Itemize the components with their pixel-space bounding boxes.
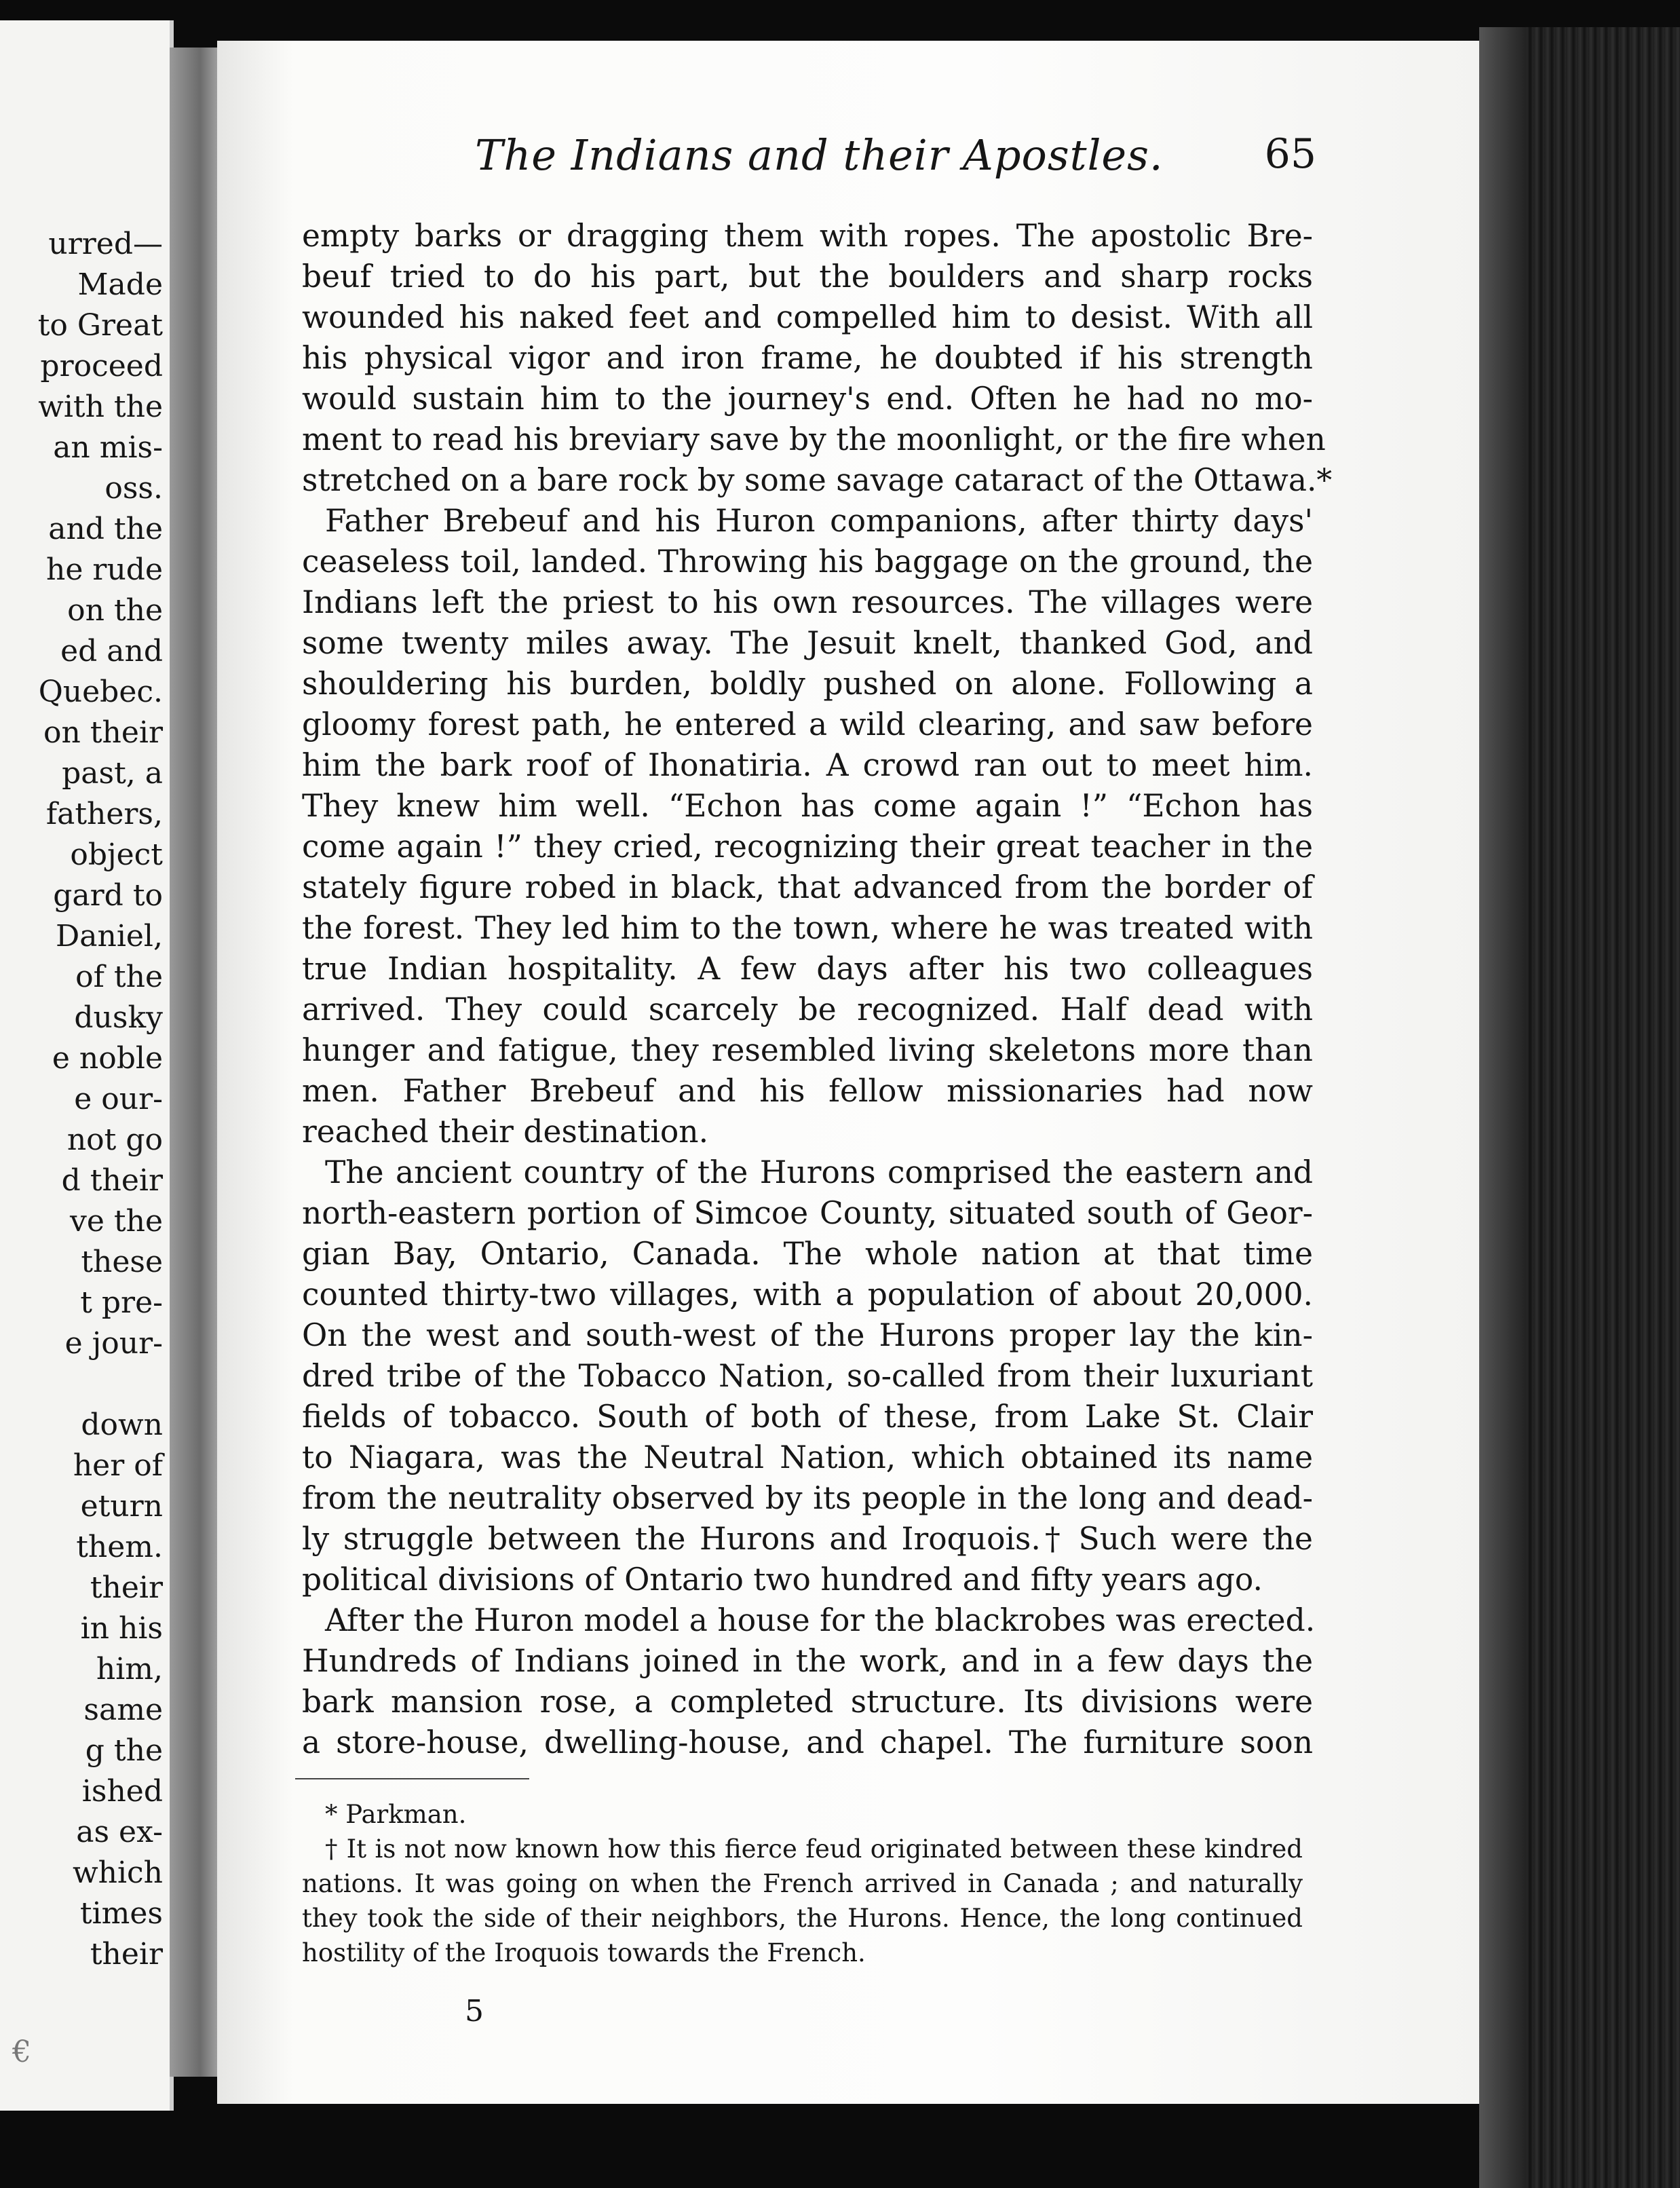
- left-page-line: of the: [75, 960, 163, 994]
- footnote-rule: [295, 1778, 529, 1779]
- running-head: [475, 130, 1316, 185]
- left-page-line: on the: [67, 593, 163, 628]
- body-line: ly struggle between the Hurons and Iroquois.† Such were the: [302, 1521, 1313, 1557]
- body-line: the forest. They led him to the town, where he was treated with: [302, 910, 1313, 946]
- left-page-line: dusky: [74, 1000, 163, 1035]
- body-line: true Indian hospitality. A few days after his two colleagues: [302, 951, 1313, 987]
- left-facing-page: [0, 20, 174, 2111]
- body-line: Hundreds of Indians joined in the work, and in a few days the: [302, 1643, 1313, 1679]
- left-page-mark: €: [12, 2035, 31, 2069]
- left-page-line: in his: [80, 1611, 163, 1646]
- body-line: ment to read his breviary save by the moonlight, or the fire when: [302, 421, 1326, 457]
- body-line: hunger and fatigue, they resembled living skeletons more than: [302, 1032, 1313, 1068]
- body-line: gloomy forest path, he entered a wild clearing, and saw before: [302, 706, 1313, 742]
- left-page-line: eturn: [80, 1489, 163, 1524]
- body-line: arrived. They could scarcely be recognized. Half dead with: [302, 992, 1313, 1027]
- left-page-line: he rude: [46, 552, 163, 587]
- body-line: wounded his naked feet and compelled him to desist. With all: [302, 299, 1313, 335]
- footnote-line: hostility of the Iroquois towards the French.: [302, 1938, 866, 1967]
- left-page-line: their: [90, 1570, 163, 1605]
- left-page-line: e our-: [74, 1082, 163, 1116]
- left-page-line: her of: [73, 1448, 163, 1483]
- body-line: political divisions of Ontario two hundred and fifty years ago.: [302, 1562, 1263, 1598]
- body-line: from the neutrality observed by its people in the long and dead-: [302, 1480, 1313, 1516]
- body-line: The ancient country of the Hurons comprised the eastern and: [325, 1154, 1313, 1190]
- left-page-line: proceed: [40, 349, 163, 383]
- body-line: come again !” they cried, recognizing their great teacher in the: [302, 829, 1313, 865]
- body-line: his physical vigor and iron frame, he doubted if his strength: [302, 340, 1313, 376]
- body-line: reached their destination.: [302, 1114, 709, 1150]
- body-line: gian Bay, Ontario, Canada. The whole nation at that time: [302, 1236, 1313, 1272]
- left-page-line: Quebec.: [38, 675, 163, 709]
- body-line: stately figure robed in black, that advanced from the border of: [302, 869, 1313, 905]
- left-page-line: on their: [43, 715, 163, 750]
- left-page-line: e jour-: [64, 1326, 163, 1361]
- body-line: stretched on a bare rock by some savage cataract of the Ottawa.*: [302, 462, 1333, 498]
- left-page-line: times: [79, 1896, 163, 1931]
- left-page-line: with the: [38, 390, 163, 424]
- signature-mark: 5: [465, 1994, 484, 2029]
- left-page-line: same: [83, 1693, 163, 1727]
- left-page-line: and the: [48, 512, 163, 546]
- left-page-line: past, a: [62, 756, 163, 791]
- body-line: bark mansion rose, a completed structure. Its divisions were: [302, 1684, 1313, 1720]
- left-page-line: ed and: [60, 634, 163, 668]
- page-number: 65: [1264, 130, 1316, 178]
- footnote-line: * Parkman.: [325, 1800, 467, 1829]
- left-page-line: oss.: [104, 471, 163, 506]
- left-page-line: [38, 1364, 163, 1405]
- body-line: ceaseless toil, landed. Throwing his baggage on the ground, the: [302, 544, 1313, 580]
- left-page-line: ished: [81, 1774, 163, 1809]
- body-line: would sustain him to the journey's end. Often he had no mo-: [302, 381, 1313, 417]
- footnotes: [302, 1797, 1303, 1970]
- left-page-line: e noble: [52, 1041, 163, 1076]
- left-page-line: not go: [66, 1123, 163, 1157]
- body-line: Father Brebeuf and his Huron companions, after thirty days': [325, 503, 1313, 539]
- body-line: north-eastern portion of Simcoe County, situated south of Geor-: [302, 1195, 1313, 1231]
- left-page-line: Made: [77, 267, 163, 302]
- left-page-line: as ex-: [76, 1815, 163, 1849]
- body-line: dred tribe of the Tobacco Nation, so-called from their luxuriant: [302, 1358, 1313, 1394]
- body-line: some twenty miles away. The Jesuit knelt, thanked God, and: [302, 625, 1313, 661]
- left-page-line: fathers,: [45, 797, 163, 831]
- body-text: [302, 216, 1333, 1763]
- left-page-line: t pre-: [80, 1285, 163, 1320]
- left-page-line: Daniel,: [55, 919, 163, 954]
- body-line: They knew him well. “Echon has come again !” “Echon has: [302, 788, 1313, 824]
- running-title: The Indians and their Apostles.: [475, 130, 1164, 180]
- left-page-line: ve the: [70, 1204, 163, 1239]
- body-line: beuf tried to do his part, but the boulders and sharp rocks: [302, 259, 1313, 295]
- left-page-line: their: [90, 1937, 163, 1972]
- body-line: counted thirty-two villages, with a population of about 20,000.: [302, 1277, 1313, 1313]
- footnote-line: nations. It was going on when the French arrived in Canada ; and naturally: [302, 1869, 1303, 1898]
- footnote-line: they took the side of their neighbors, the Hurons. Hence, the long continued: [302, 1904, 1303, 1933]
- left-page-line: down: [81, 1408, 163, 1442]
- left-page-text: [38, 224, 163, 1975]
- body-line: On the west and south-west of the Hurons proper lay the kin-: [302, 1317, 1313, 1353]
- left-page-line: him,: [96, 1652, 163, 1686]
- body-line: fields of tobacco. South of both of these, from Lake St. Clair: [302, 1399, 1313, 1435]
- left-page-line: urred—: [48, 227, 163, 261]
- body-line: Indians left the priest to his own resources. The villages were: [302, 584, 1313, 620]
- body-line: men. Father Brebeuf and his fellow missionaries had now: [302, 1073, 1313, 1109]
- left-page-line: gard to: [53, 878, 163, 913]
- body-line: empty barks or dragging them with ropes. The apostolic Bre-: [302, 218, 1313, 254]
- body-line: After the Huron model a house for the blackrobes was erected.: [325, 1602, 1316, 1638]
- left-page-line: object: [70, 837, 163, 872]
- page-fore-edge: [1479, 27, 1680, 2188]
- body-line: shouldering his burden, boldly pushed on alone. Following a: [302, 666, 1313, 702]
- left-page-line: to Great: [37, 308, 163, 343]
- left-page-line: d their: [61, 1163, 163, 1198]
- body-line: him the bark roof of Ihonatiria. A crowd ran out to meet him.: [302, 747, 1313, 783]
- left-page-line: them.: [76, 1530, 163, 1564]
- body-line: a store-house, dwelling-house, and chapel. The furniture soon: [302, 1724, 1313, 1760]
- left-page-line: an mis-: [53, 430, 163, 465]
- left-page-line: which: [72, 1855, 163, 1890]
- body-line: to Niagara, was the Neutral Nation, which obtained its name: [302, 1439, 1313, 1475]
- footnote-line: † It is not now known how this fierce feud originated between these kindred: [325, 1834, 1303, 1864]
- left-page-line: these: [81, 1245, 163, 1279]
- left-page-line: g the: [85, 1733, 163, 1768]
